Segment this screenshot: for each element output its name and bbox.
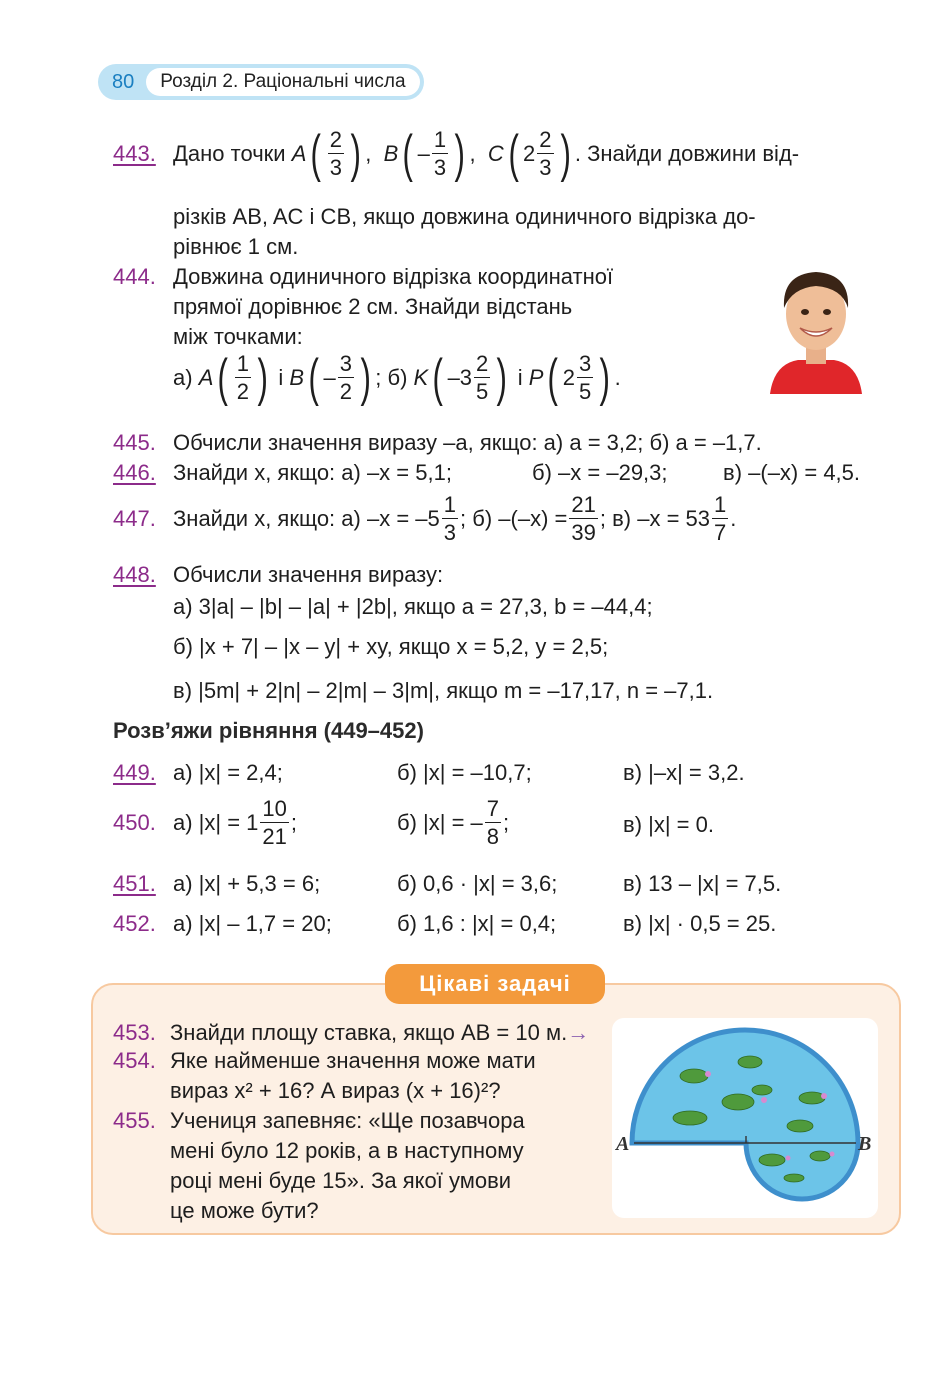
problem-452-b: б) 1,6 : |x| = 0,4; (397, 911, 557, 936)
problem-444: 444. Довжина одиничного відрізка координатної (113, 264, 614, 289)
problem-number[interactable]: 444. (113, 264, 156, 289)
problem-number[interactable]: 451. (113, 871, 156, 896)
problem-444-line-3: між точками: (173, 324, 303, 349)
fraction: $\frac{10}{21}$ (262, 796, 287, 849)
fraction: $\frac{1}{7}$ (714, 492, 727, 545)
problem-451-c: в) 13 – |x| = 7,5. (623, 871, 782, 896)
problem-448-a: а) 3|a| – |b| – |a| + |2b|, якщо a = 27,3, b = –44,4; (173, 594, 653, 619)
page-number: 80 (112, 70, 135, 93)
problem-451: 451. а) |x| + 5,3 = 6; (113, 871, 321, 896)
problem-443-line-3: рівнює 1 см. (173, 234, 299, 259)
fraction: $\frac{1}{2}$ (236, 351, 249, 404)
fraction: $\frac{3}{5}$ (579, 351, 592, 404)
problem-452: 452. а) |x| – 1,7 = 20; (113, 911, 332, 936)
problem-449: 449. а) |x| = 2,4; (113, 760, 283, 785)
problem-453: 453. Знайди площу ставка, якщо AB = 10 м.→ (113, 1020, 590, 1045)
fraction: $\frac{3}{2}$ (339, 351, 352, 404)
fraction: $\frac{2}{3}$ (539, 127, 552, 180)
fraction: $\frac{2}{5}$ (476, 351, 489, 404)
problem-443-line-2: різків AB, AC і CB, якщо довжина одиничного відрізка до- (173, 204, 756, 229)
problem-number[interactable]: 454. (113, 1048, 156, 1073)
problem-number[interactable]: 443. (113, 141, 156, 166)
problem-447: 447. Знайди x, якщо: а) –x = –5 $\frac{1}{3}$ ; б) –(–x) = $\frac{21}{39}$ ; в) –x = 53 $\frac{1}{7}$ . (113, 492, 737, 545)
problem-number[interactable]: 455. (113, 1108, 156, 1133)
problem-number[interactable]: 450. (113, 810, 156, 835)
problem-454: 454. Яке найменше значення може мати (113, 1048, 536, 1073)
problem-449-b: б) |x| = –10,7; (397, 760, 532, 785)
point-a-label: A (616, 1133, 630, 1155)
problem-450-b: б) |x| = – $\frac{7}{8}$ ; (397, 796, 510, 849)
problem-449-c: в) |–x| = 3,2. (623, 760, 745, 785)
chapter-title: Розділ 2. Раціональні числа (146, 68, 419, 96)
problem-452-c: в) |x| · 0,5 = 25. (623, 911, 777, 936)
interesting-problems-title: Цікаві задачі (385, 964, 605, 1004)
problem-446-b: б) –x = –29,3; (532, 460, 668, 485)
problem-number[interactable]: 447. (113, 506, 156, 531)
point-b-label: B (858, 1133, 872, 1155)
fraction: $\frac{1}{3}$ (443, 492, 456, 545)
fraction: $\frac{7}{8}$ (486, 796, 500, 849)
problem-445: 445. Обчисли значення виразу –a, якщо: а) a = 3,2; б) a = –1,7. (113, 430, 762, 455)
problem-455-line-4: це може бути? (170, 1198, 319, 1223)
problem-text: Дано точки (173, 141, 292, 166)
problem-number[interactable]: 448. (113, 562, 156, 587)
problem-number[interactable]: 445. (113, 430, 156, 455)
problem-448-b: б) |x + 7| – |x – y| + xy, якщо x = 5,2, y = 2,5; (173, 634, 609, 659)
problem-446: 446. Знайди x, якщо: а) –x = 5,1; (113, 460, 452, 485)
problem-450-c: в) |x| = 0. (623, 812, 714, 837)
problem-number[interactable]: 453. (113, 1020, 156, 1045)
section-heading: Розв’яжи рівняння (449–452) (113, 718, 424, 743)
arrow-right-icon: → (567, 1020, 590, 1045)
pond-drawing (612, 1018, 878, 1218)
page-header (98, 64, 424, 100)
problem-455-line-2: мені було 12 років, а в наступному (170, 1138, 524, 1163)
problem-444-line-2: прямої дорівнює 2 см. Знайди відстань (173, 294, 573, 319)
problem-455-line-3: році мені буде 15». За якої умови (170, 1168, 512, 1193)
problem-444-points: а) A ( $\frac{1}{2}$ ) і B ( – $\frac{3}{2}$ ) ; б) K ( –3 $\frac{2}{5}$ ) і P ( 2 $\frac{3}{5}$ ) . (173, 349, 621, 407)
problem-443: 443. Дано точки A ( $\frac{2}{3}$ ) , B ( – $\frac{1}{3}$ ) , C ( 2 $\frac{2}{3}$ ) . Знайди довжини від- (113, 125, 800, 183)
problem-451-b: б) 0,6 · |x| = 3,6; (397, 871, 558, 896)
problem-number[interactable]: 449. (113, 760, 156, 785)
pond-diagram (612, 1018, 878, 1218)
problem-450: 450. а) |x| = 1 $\frac{10}{21}$ ; (113, 796, 298, 849)
fraction: $\frac{2}{3}$ (329, 127, 342, 180)
problem-446-c: в) –(–x) = 4,5. (723, 460, 861, 485)
problem-448: 448. Обчисли значення виразу: (113, 562, 444, 587)
problem-448-c: в) |5m| + 2|n| – 2|m| – 3|m|, якщо m = –17,17, n = –7,1. (173, 678, 714, 703)
problem-455: 455. Учениця запевняє: «Ще позавчора (113, 1108, 525, 1133)
fraction: $\frac{1}{3}$ (433, 127, 447, 180)
boy-illustration (768, 268, 864, 394)
problem-number[interactable]: 452. (113, 911, 156, 936)
fraction: $\frac{21}{39}$ (571, 492, 596, 545)
problem-454-line-2: вираз x² + 16? А вираз (x + 16)²? (170, 1078, 501, 1103)
problem-number[interactable]: 446. (113, 460, 156, 485)
